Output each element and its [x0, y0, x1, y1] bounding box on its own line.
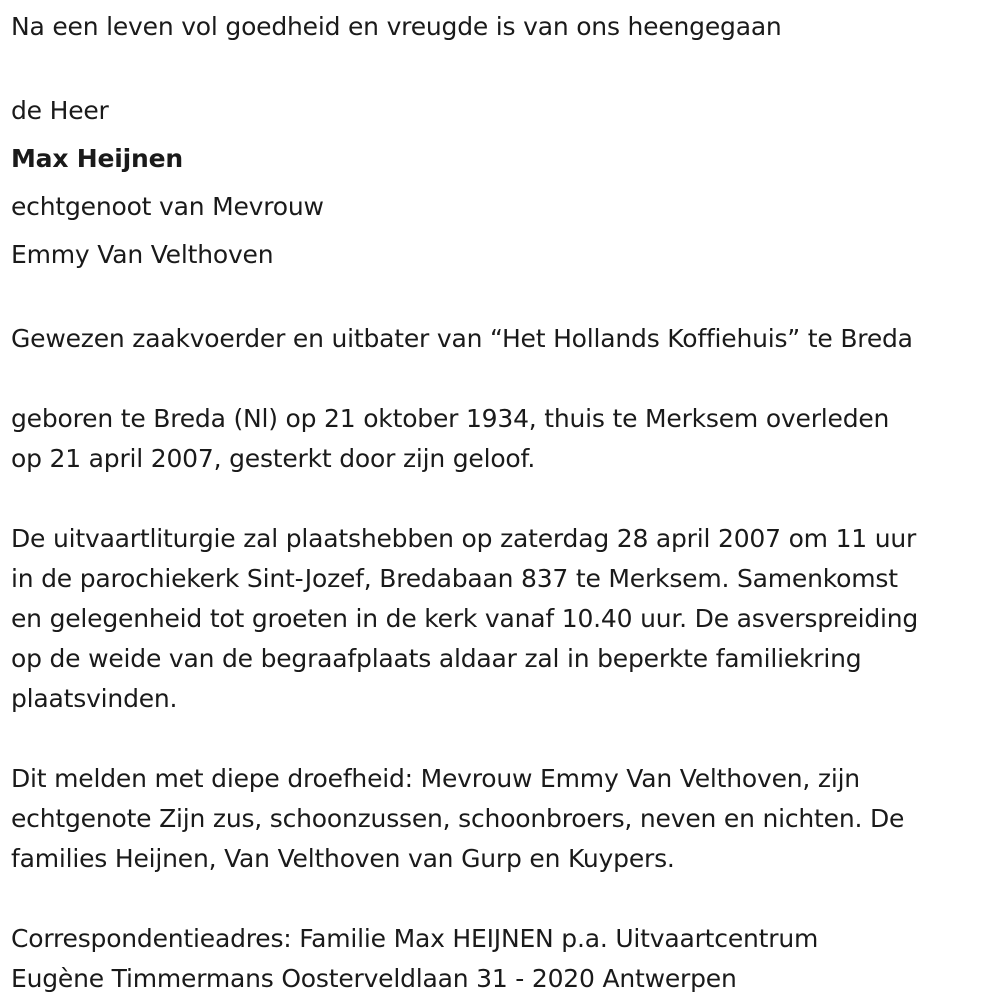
death-notice — [11, 7, 996, 999]
liturgy-line-3: en gelegenheid tot groeten in de kerk vanaf 10.40 uur. De asverspreiding — [11, 604, 919, 633]
spouse-name: Emmy Van Velthoven — [11, 240, 274, 269]
announcement-line-1: Dit melden met diepe droefheid: Mevrouw Emmy Van Velthoven, zijn — [11, 764, 860, 793]
correspondence-line-2: Eugène Timmermans Oosterveldlaan 31 - 2020 Antwerpen — [11, 964, 737, 993]
spouse-label: echtgenoot van Mevrouw — [11, 192, 324, 221]
spacer — [11, 879, 996, 919]
honorific: de Heer — [11, 96, 109, 125]
announcement-line-3: families Heijnen, Van Velthoven van Gurp en Kuypers. — [11, 844, 675, 873]
announcement-line-2: echtgenote Zijn zus, schoonzussen, schoonbroers, neven en nichten. De — [11, 804, 905, 833]
spacer — [11, 279, 996, 319]
liturgy-line-4: op de weide van de begraafplaats aldaar zal in beperkte familiekring — [11, 644, 862, 673]
correspondence-line-1: Correspondentieadres: Familie Max HEIJNEN p.a. Uitvaartcentrum — [11, 924, 819, 953]
liturgy-line-1: De uitvaartliturgie zal plaatshebben op zaterdag 28 april 2007 om 11 uur — [11, 524, 917, 553]
birth-death-line-2: op 21 april 2007, gesterkt door zijn geloof. — [11, 444, 536, 473]
notice-intro: Na een leven vol goedheid en vreugde is van ons heengegaan — [11, 12, 782, 41]
birth-death-line-1: geboren te Breda (Nl) op 21 oktober 1934, thuis te Merksem overleden — [11, 404, 890, 433]
spacer — [11, 719, 996, 759]
spacer — [11, 479, 996, 519]
liturgy-line-2: in de parochiekerk Sint-Jozef, Bredabaan 837 te Merksem. Samenkomst — [11, 564, 898, 593]
spacer — [11, 359, 996, 399]
liturgy-line-5: plaatsvinden. — [11, 684, 178, 713]
spacer — [11, 47, 996, 87]
deceased-name: Max Heijnen — [11, 144, 183, 173]
occupation-text: Gewezen zaakvoerder en uitbater van “Het Hollands Koffiehuis” te Breda — [11, 324, 913, 353]
